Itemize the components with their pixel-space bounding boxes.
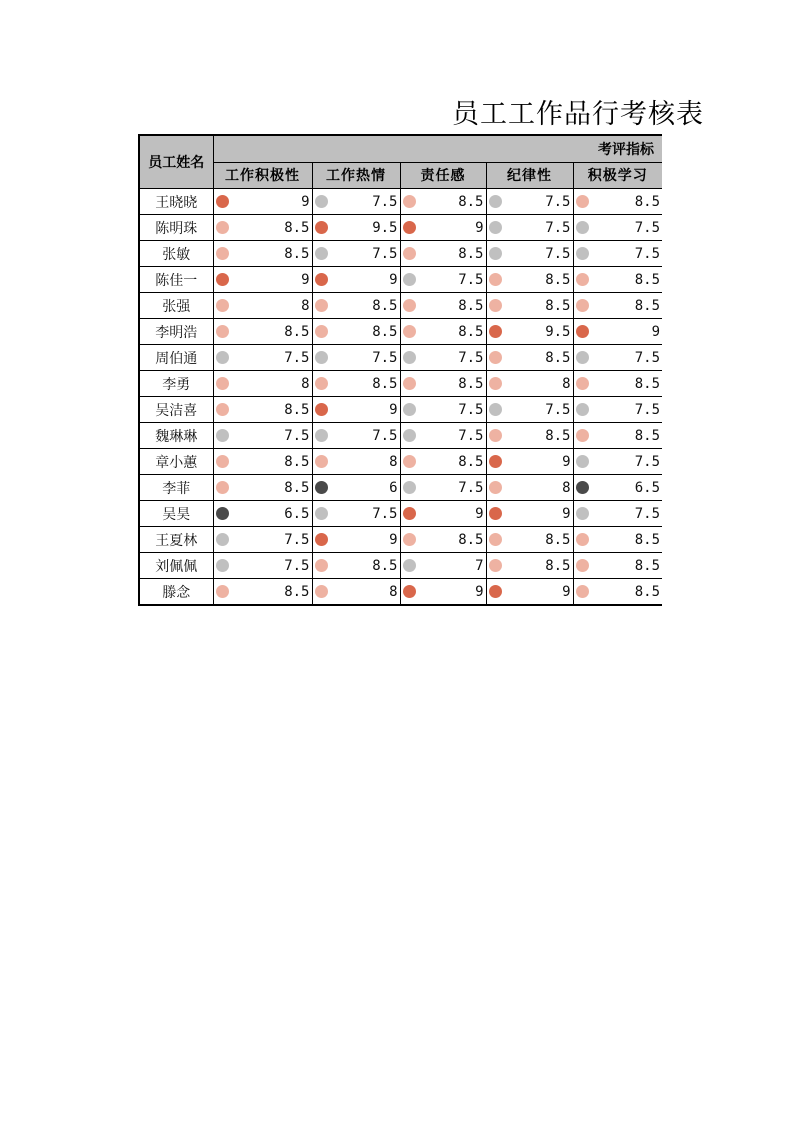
score-value: 8.5 (284, 453, 310, 470)
score-cell[interactable] (486, 319, 573, 345)
score-value: 8.5 (284, 479, 310, 496)
dark-orange-circle-icon (216, 273, 229, 286)
score-value: 7.5 (372, 245, 398, 262)
employee-name-cell[interactable]: 滕念 (139, 579, 213, 606)
table-row (139, 501, 662, 527)
score-value: 9 (562, 453, 571, 470)
score-value: 8.5 (284, 401, 310, 418)
score-cell[interactable] (573, 501, 662, 527)
score-value: 8.5 (372, 375, 398, 392)
score-cell[interactable] (213, 241, 312, 267)
column-header[interactable]: 责任感 (400, 162, 486, 189)
light-salmon-circle-icon (403, 195, 416, 208)
dark-orange-circle-icon (489, 585, 502, 598)
table-row (139, 371, 662, 397)
dark-orange-circle-icon (489, 455, 502, 468)
score-value: 9 (389, 531, 398, 548)
score-value: 8.5 (458, 453, 484, 470)
score-cell[interactable] (400, 189, 486, 215)
score-value: 8.5 (284, 323, 310, 340)
score-cell[interactable] (312, 293, 400, 319)
score-cell[interactable] (486, 449, 573, 475)
score-cell[interactable] (312, 215, 400, 241)
score-value: 7.5 (545, 245, 571, 262)
score-value: 8.5 (284, 219, 310, 236)
score-cell[interactable] (400, 345, 486, 371)
score-cell[interactable] (573, 423, 662, 449)
dark-orange-circle-icon (403, 221, 416, 234)
grey-circle-icon (489, 221, 502, 234)
score-cell[interactable] (573, 449, 662, 475)
score-value: 8.5 (372, 323, 398, 340)
score-cell[interactable] (213, 449, 312, 475)
grey-circle-icon (216, 351, 229, 364)
score-value: 8.5 (284, 245, 310, 262)
score-cell[interactable] (573, 527, 662, 553)
score-cell[interactable] (400, 267, 486, 293)
score-cell[interactable] (573, 241, 662, 267)
grey-circle-icon (216, 559, 229, 572)
light-salmon-circle-icon (403, 377, 416, 390)
employee-name-cell[interactable]: 李勇 (139, 371, 213, 397)
dark-orange-circle-icon (315, 403, 328, 416)
score-cell[interactable] (400, 215, 486, 241)
grey-circle-icon (576, 247, 589, 260)
score-value: 9 (389, 401, 398, 418)
table-row (139, 423, 662, 449)
light-salmon-circle-icon (216, 325, 229, 338)
score-cell[interactable] (486, 527, 573, 553)
grey-circle-icon (489, 403, 502, 416)
grey-circle-icon (576, 221, 589, 234)
score-value: 9 (301, 271, 310, 288)
score-cell[interactable] (400, 423, 486, 449)
employee-name-cell[interactable]: 李菲 (139, 475, 213, 501)
light-salmon-circle-icon (403, 325, 416, 338)
score-value: 9 (562, 583, 571, 600)
score-cell[interactable] (213, 501, 312, 527)
light-salmon-circle-icon (315, 377, 328, 390)
score-cell[interactable] (213, 293, 312, 319)
score-value: 9 (475, 583, 484, 600)
grey-circle-icon (576, 351, 589, 364)
light-salmon-circle-icon (489, 351, 502, 364)
score-value: 7.5 (458, 479, 484, 496)
table-row (139, 553, 662, 579)
score-value: 7.5 (372, 193, 398, 210)
score-value: 8.5 (284, 583, 310, 600)
score-cell[interactable] (573, 371, 662, 397)
column-header[interactable]: 工作热情 (312, 162, 400, 189)
light-salmon-circle-icon (315, 455, 328, 468)
dark-grey-circle-icon (216, 507, 229, 520)
score-value: 8.5 (634, 583, 661, 600)
score-cell[interactable] (213, 579, 312, 606)
score-cell[interactable] (573, 397, 662, 423)
dark-orange-circle-icon (489, 325, 502, 338)
table-row (139, 319, 662, 345)
score-value: 8 (301, 297, 310, 314)
grey-circle-icon (315, 507, 328, 520)
score-cell[interactable] (312, 267, 400, 293)
light-salmon-circle-icon (216, 221, 229, 234)
score-value: 9 (475, 219, 484, 236)
score-cell[interactable] (486, 189, 573, 215)
table-row (139, 241, 662, 267)
score-cell[interactable] (486, 579, 573, 606)
score-cell[interactable] (400, 449, 486, 475)
grey-circle-icon (403, 403, 416, 416)
score-cell[interactable] (573, 215, 662, 241)
title-container (138, 96, 704, 136)
score-cell[interactable] (400, 319, 486, 345)
light-salmon-circle-icon (489, 559, 502, 572)
score-value: 8.5 (634, 531, 661, 548)
score-value: 7.5 (458, 401, 484, 418)
table-row (139, 449, 662, 475)
dark-orange-circle-icon (216, 195, 229, 208)
light-salmon-circle-icon (403, 247, 416, 260)
light-salmon-circle-icon (576, 559, 589, 572)
score-value: 8.5 (545, 271, 571, 288)
score-value: 8 (389, 583, 398, 600)
table-row (139, 215, 662, 241)
score-value: 8.5 (545, 349, 571, 366)
score-cell[interactable] (312, 371, 400, 397)
header-row-group (139, 135, 662, 162)
score-cell[interactable] (573, 267, 662, 293)
score-cell[interactable] (213, 527, 312, 553)
score-value: 7.5 (284, 427, 310, 444)
grey-circle-icon (315, 195, 328, 208)
score-value: 8.5 (634, 271, 661, 288)
score-cell[interactable] (400, 527, 486, 553)
light-salmon-circle-icon (576, 195, 589, 208)
score-value: 9 (562, 505, 571, 522)
light-salmon-circle-icon (576, 429, 589, 442)
light-salmon-circle-icon (216, 299, 229, 312)
light-salmon-circle-icon (489, 299, 502, 312)
dark-orange-circle-icon (315, 533, 328, 546)
dark-orange-circle-icon (315, 273, 328, 286)
score-cell[interactable] (486, 475, 573, 501)
dark-orange-circle-icon (489, 507, 502, 520)
table-row (139, 345, 662, 371)
table-row (139, 267, 662, 293)
score-value: 8.5 (634, 427, 661, 444)
score-value: 8.5 (458, 531, 484, 548)
score-cell[interactable] (213, 475, 312, 501)
score-cell[interactable] (486, 371, 573, 397)
sheet-title: 员工工作品行考核表 (452, 99, 704, 130)
employee-name-cell[interactable]: 刘佩佩 (139, 553, 213, 579)
score-value: 7.5 (634, 219, 661, 236)
light-salmon-circle-icon (489, 377, 502, 390)
score-value: 8.5 (634, 375, 661, 392)
table-row (139, 189, 662, 215)
table-body (139, 189, 662, 606)
score-value: 8.5 (545, 427, 571, 444)
evaluation-table-container (138, 134, 661, 604)
score-cell[interactable] (573, 345, 662, 371)
score-cell[interactable] (213, 397, 312, 423)
employee-name-cell[interactable]: 章小蕙 (139, 449, 213, 475)
light-salmon-circle-icon (489, 533, 502, 546)
light-salmon-circle-icon (576, 377, 589, 390)
grey-circle-icon (315, 351, 328, 364)
employee-name-cell[interactable]: 陈明珠 (139, 215, 213, 241)
score-value: 8.5 (458, 375, 484, 392)
score-cell[interactable] (400, 241, 486, 267)
score-value: 8.5 (372, 297, 398, 314)
score-cell[interactable] (573, 319, 662, 345)
score-cell[interactable] (213, 423, 312, 449)
score-cell[interactable] (573, 475, 662, 501)
light-salmon-circle-icon (403, 299, 416, 312)
score-cell[interactable] (312, 449, 400, 475)
table-row (139, 579, 662, 606)
score-cell[interactable] (312, 345, 400, 371)
score-cell[interactable] (486, 215, 573, 241)
grey-circle-icon (576, 507, 589, 520)
score-cell[interactable] (312, 397, 400, 423)
score-cell[interactable] (400, 293, 486, 319)
light-salmon-circle-icon (216, 455, 229, 468)
score-value: 7.5 (372, 427, 398, 444)
score-value: 7.5 (458, 349, 484, 366)
grey-circle-icon (489, 247, 502, 260)
table-row (139, 475, 662, 501)
score-value: 8.5 (372, 557, 398, 574)
employee-name-cell[interactable]: 张敏 (139, 241, 213, 267)
score-value: 8.5 (634, 557, 661, 574)
score-cell[interactable] (400, 501, 486, 527)
score-cell[interactable] (400, 579, 486, 606)
light-salmon-circle-icon (315, 299, 328, 312)
score-value: 9.5 (372, 219, 398, 236)
grey-circle-icon (216, 429, 229, 442)
score-cell[interactable] (486, 267, 573, 293)
employee-name-cell[interactable]: 王晓晓 (139, 189, 213, 215)
light-salmon-circle-icon (403, 533, 416, 546)
light-salmon-circle-icon (216, 377, 229, 390)
score-value: 8.5 (458, 297, 484, 314)
employee-name-header[interactable]: 员工姓名 (139, 135, 213, 189)
grey-circle-icon (489, 195, 502, 208)
score-cell[interactable] (312, 475, 400, 501)
table-row (139, 293, 662, 319)
column-header[interactable]: 积极学习 (573, 162, 662, 189)
grey-circle-icon (403, 481, 416, 494)
light-salmon-circle-icon (216, 403, 229, 416)
score-value: 7.5 (634, 349, 661, 366)
score-cell[interactable] (312, 241, 400, 267)
light-salmon-circle-icon (576, 585, 589, 598)
dark-grey-circle-icon (315, 481, 328, 494)
employee-name-cell[interactable]: 王夏林 (139, 527, 213, 553)
score-value: 8 (562, 375, 571, 392)
score-cell[interactable] (486, 345, 573, 371)
score-value: 7.5 (458, 271, 484, 288)
column-header[interactable]: 工作积极性 (213, 162, 312, 189)
score-cell[interactable] (213, 319, 312, 345)
score-cell[interactable] (400, 397, 486, 423)
light-salmon-circle-icon (216, 247, 229, 260)
employee-name-cell[interactable]: 陈佳一 (139, 267, 213, 293)
header-row-columns (139, 162, 662, 189)
grey-circle-icon (403, 559, 416, 572)
light-salmon-circle-icon (489, 481, 502, 494)
score-value: 7.5 (545, 193, 571, 210)
light-salmon-circle-icon (216, 481, 229, 494)
score-cell[interactable] (213, 215, 312, 241)
score-cell[interactable] (312, 423, 400, 449)
score-cell[interactable] (486, 423, 573, 449)
grey-circle-icon (403, 429, 416, 442)
dark-orange-circle-icon (403, 585, 416, 598)
score-value: 9 (651, 323, 661, 340)
score-value: 7.5 (372, 505, 398, 522)
score-cell[interactable] (400, 475, 486, 501)
light-salmon-circle-icon (315, 325, 328, 338)
light-salmon-circle-icon (576, 273, 589, 286)
score-value: 9.5 (545, 323, 571, 340)
light-salmon-circle-icon (403, 455, 416, 468)
employee-name-cell[interactable]: 吴洁喜 (139, 397, 213, 423)
score-cell[interactable] (573, 553, 662, 579)
score-value: 8 (562, 479, 571, 496)
dark-orange-circle-icon (576, 325, 589, 338)
column-header[interactable]: 纪律性 (486, 162, 573, 189)
light-salmon-circle-icon (576, 299, 589, 312)
grey-circle-icon (315, 429, 328, 442)
light-salmon-circle-icon (315, 585, 328, 598)
score-value: 7.5 (634, 453, 661, 470)
dark-orange-circle-icon (403, 507, 416, 520)
employee-name-cell[interactable]: 周伯通 (139, 345, 213, 371)
grey-circle-icon (403, 273, 416, 286)
grey-circle-icon (576, 403, 589, 416)
score-value: 7.5 (372, 349, 398, 366)
score-cell[interactable] (486, 397, 573, 423)
score-value: 9 (475, 505, 484, 522)
score-cell[interactable] (312, 527, 400, 553)
score-value: 7.5 (545, 219, 571, 236)
score-cell[interactable] (312, 189, 400, 215)
light-salmon-circle-icon (216, 585, 229, 598)
score-cell[interactable] (312, 579, 400, 606)
dark-orange-circle-icon (315, 221, 328, 234)
score-value: 7.5 (545, 401, 571, 418)
score-value: 7 (475, 557, 484, 574)
table-row (139, 527, 662, 553)
score-value: 7.5 (634, 245, 661, 262)
score-cell[interactable] (486, 553, 573, 579)
grey-circle-icon (403, 351, 416, 364)
score-cell[interactable] (213, 189, 312, 215)
score-value: 8.5 (634, 193, 661, 210)
score-value: 9 (301, 193, 310, 210)
score-cell[interactable] (486, 241, 573, 267)
score-cell[interactable] (213, 553, 312, 579)
score-value: 8.5 (458, 323, 484, 340)
score-value: 7.5 (634, 505, 661, 522)
score-value: 8.5 (545, 531, 571, 548)
employee-name-cell[interactable]: 吴昊 (139, 501, 213, 527)
employee-name-cell[interactable]: 李明浩 (139, 319, 213, 345)
score-value: 7.5 (284, 349, 310, 366)
score-cell[interactable] (312, 501, 400, 527)
score-cell[interactable] (573, 189, 662, 215)
employee-name-cell[interactable]: 魏琳琳 (139, 423, 213, 449)
score-cell[interactable] (486, 501, 573, 527)
score-value: 7.5 (634, 401, 661, 418)
grey-circle-icon (315, 247, 328, 260)
light-salmon-circle-icon (489, 273, 502, 286)
score-value: 8.5 (634, 297, 661, 314)
score-value: 8.5 (545, 557, 571, 574)
criteria-group-header[interactable]: 考评指标 (213, 135, 662, 162)
light-salmon-circle-icon (489, 429, 502, 442)
light-salmon-circle-icon (315, 559, 328, 572)
score-value: 8.5 (458, 245, 484, 262)
score-cell[interactable] (573, 579, 662, 606)
grey-circle-icon (576, 455, 589, 468)
score-cell[interactable] (400, 553, 486, 579)
score-value: 6.5 (634, 479, 661, 496)
score-value: 7.5 (458, 427, 484, 444)
score-value: 8 (301, 375, 310, 392)
score-cell[interactable] (213, 345, 312, 371)
score-cell[interactable] (213, 267, 312, 293)
score-value: 8.5 (458, 193, 484, 210)
score-value: 6.5 (284, 505, 310, 522)
employee-name-cell[interactable]: 张强 (139, 293, 213, 319)
score-cell[interactable] (400, 371, 486, 397)
score-value: 7.5 (284, 557, 310, 574)
evaluation-table (138, 134, 662, 606)
score-value: 7.5 (284, 531, 310, 548)
score-cell[interactable] (573, 293, 662, 319)
dark-grey-circle-icon (576, 481, 589, 494)
score-value: 9 (389, 271, 398, 288)
score-cell[interactable] (312, 553, 400, 579)
light-salmon-circle-icon (576, 533, 589, 546)
score-cell[interactable] (213, 371, 312, 397)
score-value: 8 (389, 453, 398, 470)
score-value: 8.5 (545, 297, 571, 314)
score-cell[interactable] (312, 319, 400, 345)
table-row (139, 397, 662, 423)
score-cell[interactable] (486, 293, 573, 319)
score-value: 6 (389, 479, 398, 496)
grey-circle-icon (216, 533, 229, 546)
